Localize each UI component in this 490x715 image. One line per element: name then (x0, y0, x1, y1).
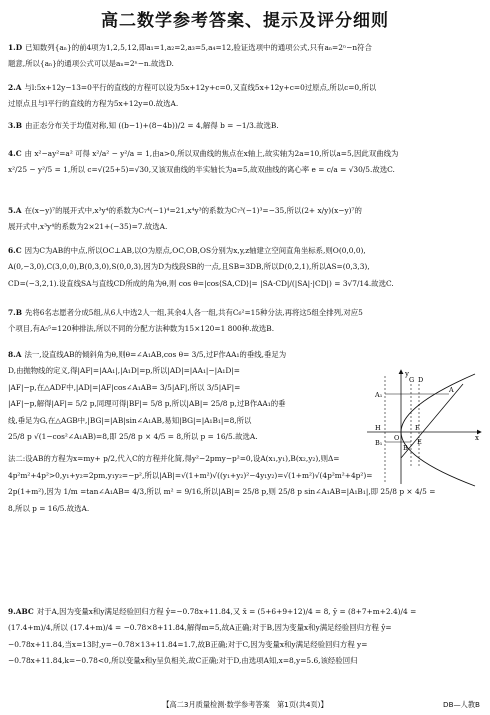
question-number: 9.ABC (8, 607, 34, 616)
question-3 (8, 118, 482, 134)
answer-line: (17.4+m)/4,所以 (17.4+m)/4 = −0.78×8+11.84,解得m=5,故A正确;对于B,因为变量x和y满足经验回归方程 ŷ= (8, 623, 392, 633)
question-number: 5.A (8, 206, 22, 215)
answer-line: A(0,−3,0),C(3,0,0),B(0,3,0),S(0,0,3),因为D为线段SB的一点,且SB=3DB,所以D(0,2,1),所以AS=(0,3,3), (8, 262, 370, 272)
question-5 (8, 203, 482, 236)
label-g: G (409, 376, 415, 384)
answer-line: 过原点且与l平行的直线的方程为5x+12y=0.故选A. (8, 99, 179, 109)
answer-line: 4p²m²+4p²>0,y₁+y₂=2pm,y₁y₂=−p²,所以|AB|=√(1+m²)√((y₁+y₂)²−4y₁y₂)=√(1+m²)√(4p²m²+4p²)= (8, 470, 373, 480)
answer-line: 2p(1+m²),因为 1/m =tan∠A₁AB= 4/3,所以 m² = 9/16,所以|AB|= 25/8 p,则 25/8 p sin∠A₁AB=|A₁B₁|,即 25/8 p × 4/5 = (8, 487, 436, 497)
answer-line: 线,垂足为G,在△AGB中,|BG|=|AB|sin∠A₁AB,易知|BG|=|A₁B₁|=8,所以 (8, 415, 252, 425)
page-title: 高二数学参考答案、提示及评分细则 (101, 11, 389, 31)
question-1 (8, 40, 482, 73)
parabola-figure (363, 366, 485, 488)
question-7 (8, 305, 482, 338)
answer-line: 在(x−y)⁷的展开式中,x³y⁴的系数为C₇⁴(−1)⁴=21,x⁴y³的系数为C₇³(−1)³=−35,所以(2+ x/y)(x−y)⁷的 (24, 206, 362, 215)
label-f: F (415, 424, 420, 432)
question-number: 2.A (8, 83, 22, 92)
label-x: x (475, 434, 479, 442)
question-number: 4.C (8, 149, 22, 158)
answer-line: 由 x²−ay²=a² 可得 x²/a² − y²/a = 1,由a>0,所以双曲线的焦点在x轴上,故实轴为2a=10,所以a=5,因此双曲线为 (24, 149, 399, 158)
footer-edition: DB—人教B (443, 700, 480, 709)
line-ab (401, 384, 463, 458)
footer-page-info: 【高二3月质量检测·数学参考答案 第1页(共4页)】 (162, 700, 328, 709)
label-o: O (394, 434, 400, 442)
answer-line: −0.78x+11.84,k=−0.78<0,所以变量x和y呈负相关,故C正确;对于D,由选项A知,x=8,y=5.6,该经验回归 (8, 656, 358, 666)
answer-line: 8,所以 p = 16/5.故选A. (8, 503, 90, 513)
answer-line: 法二:设AB的方程为x=my+ p/2,代入C的方程并化简,得y²−2pmy−p²=0,设A(x₁,y₁),B(x₂,y₂),则Δ= (8, 454, 340, 464)
label-a: A (449, 386, 454, 394)
answer-line: 个项目,有A₅⁵=120种排法,所以不同的分配方法种数为15×120=1 800种.故选B. (8, 324, 275, 334)
label-d: D (418, 376, 424, 384)
answer-line: 因为C为AB的中点,所以OC⊥AB,以O为原点,OC,OB,OS分别为x,y,z轴建立空间直角坐标系,则O(0,0,0), (24, 246, 366, 255)
answer-line: x²/25 − y²/5 = 1,所以 c=√(25+5)=√30,又该双曲线的半实轴长为a=5,故双曲线的离心率 e = c/a = √30/5.故选C. (8, 165, 395, 175)
label-h: H (375, 424, 381, 432)
question-6 (8, 243, 482, 292)
answer-line: 法一,设直线AB的倾斜角为θ,则θ=∠A₁AB,cos θ= 3/5,过F作AA₁的垂线,垂足为 (24, 350, 287, 359)
answer-line: CD=(−3,2,1).设直线SA与直线CD所成的角为θ,则 cos θ=|cos⟨SA,CD⟩|= |SA·CD|/(|SA|·|CD|) = 3√7/14.故选C. (8, 278, 394, 288)
question-4 (8, 146, 482, 179)
label-b1: B₁ (375, 439, 383, 447)
label-e: E (417, 438, 422, 446)
parabola-curve (401, 374, 475, 486)
question-number: 3.B (8, 121, 22, 130)
answer-line: 25/8 p √(1−cos²∠A₁AB)=8,即 25/8 p × 4/5 = 8,所以 p = 16/5.故选A. (8, 432, 258, 442)
answer-line: D,由抛物线的定义,得|AF|=|AA₁|,|A₁D|=p,所以|AD|=|AA₁|−|A₁D|= (8, 366, 240, 376)
answer-line: |AF|−p,解得|AF|= 5/2 p,同理可得|BF|= 5/8 p,所以|AB|= 25/8 p,过B作AA₁的垂 (8, 399, 286, 409)
answer-line: 已知数列{aₙ}的前4项为1,2,5,12,即a₁=1,a₂=2,a₃=5,a₄=12,验证选项中的通项公式,只有aₙ=2ⁿ−n符合 (25, 43, 372, 52)
question-number: 8.A (8, 350, 22, 359)
answer-line: −0.78x+11.84,当x=13时,y=−0.78×13+11.84=1.7,故B正确;对于C,因为变量x和y满足经验回归方程 y= (8, 639, 368, 649)
question-number: 7.B (8, 308, 22, 317)
answer-line: 由正态分布关于均值对称,知 ((b−1)+(8−4b))/2 = 4,解得 b = −1/3.故选B. (24, 121, 279, 130)
question-number: 6.C (8, 246, 22, 255)
answer-line: 先将6名志愿者分成5组,从6人中选2人一组,其余4人各一组,共有C₆²=15种分法,再将这5组全排列,对应5 (24, 308, 363, 317)
label-y: y (405, 370, 409, 378)
answer-line: 对于A,因为变量x和y满足经验回归方程 ŷ=−0.78x+11.84,又 x̄ = (5+6+9+12)/4 = 8, ȳ = (8+7+m+2.4)/4 = (36, 607, 417, 616)
answer-line: |AF|−p,在△ADF中,|AD|=|AF|cos∠A₁AB= 3/5|AF|,所以 3/5|AF|= (8, 382, 241, 392)
label-b: B (403, 444, 408, 452)
answer-line: 题意,所以{aₙ}的通项公式可以是aₙ=2ⁿ−n.故选D. (8, 59, 174, 69)
answer-line: 展开式中,x³y⁴的系数为2×21+(−35)=7.故选A. (8, 222, 168, 232)
parabola-diagram (363, 366, 485, 488)
question-9 (8, 604, 482, 670)
label-a1: A₁ (375, 391, 383, 399)
question-number: 1.D (8, 43, 23, 52)
question-2 (8, 80, 482, 113)
answer-line: 与l:5x+12y−13=0平行的直线的方程可以设为5x+12y+c=0,又直线5x+12y+c=0过原点,所以c=0,所以 (24, 83, 377, 92)
